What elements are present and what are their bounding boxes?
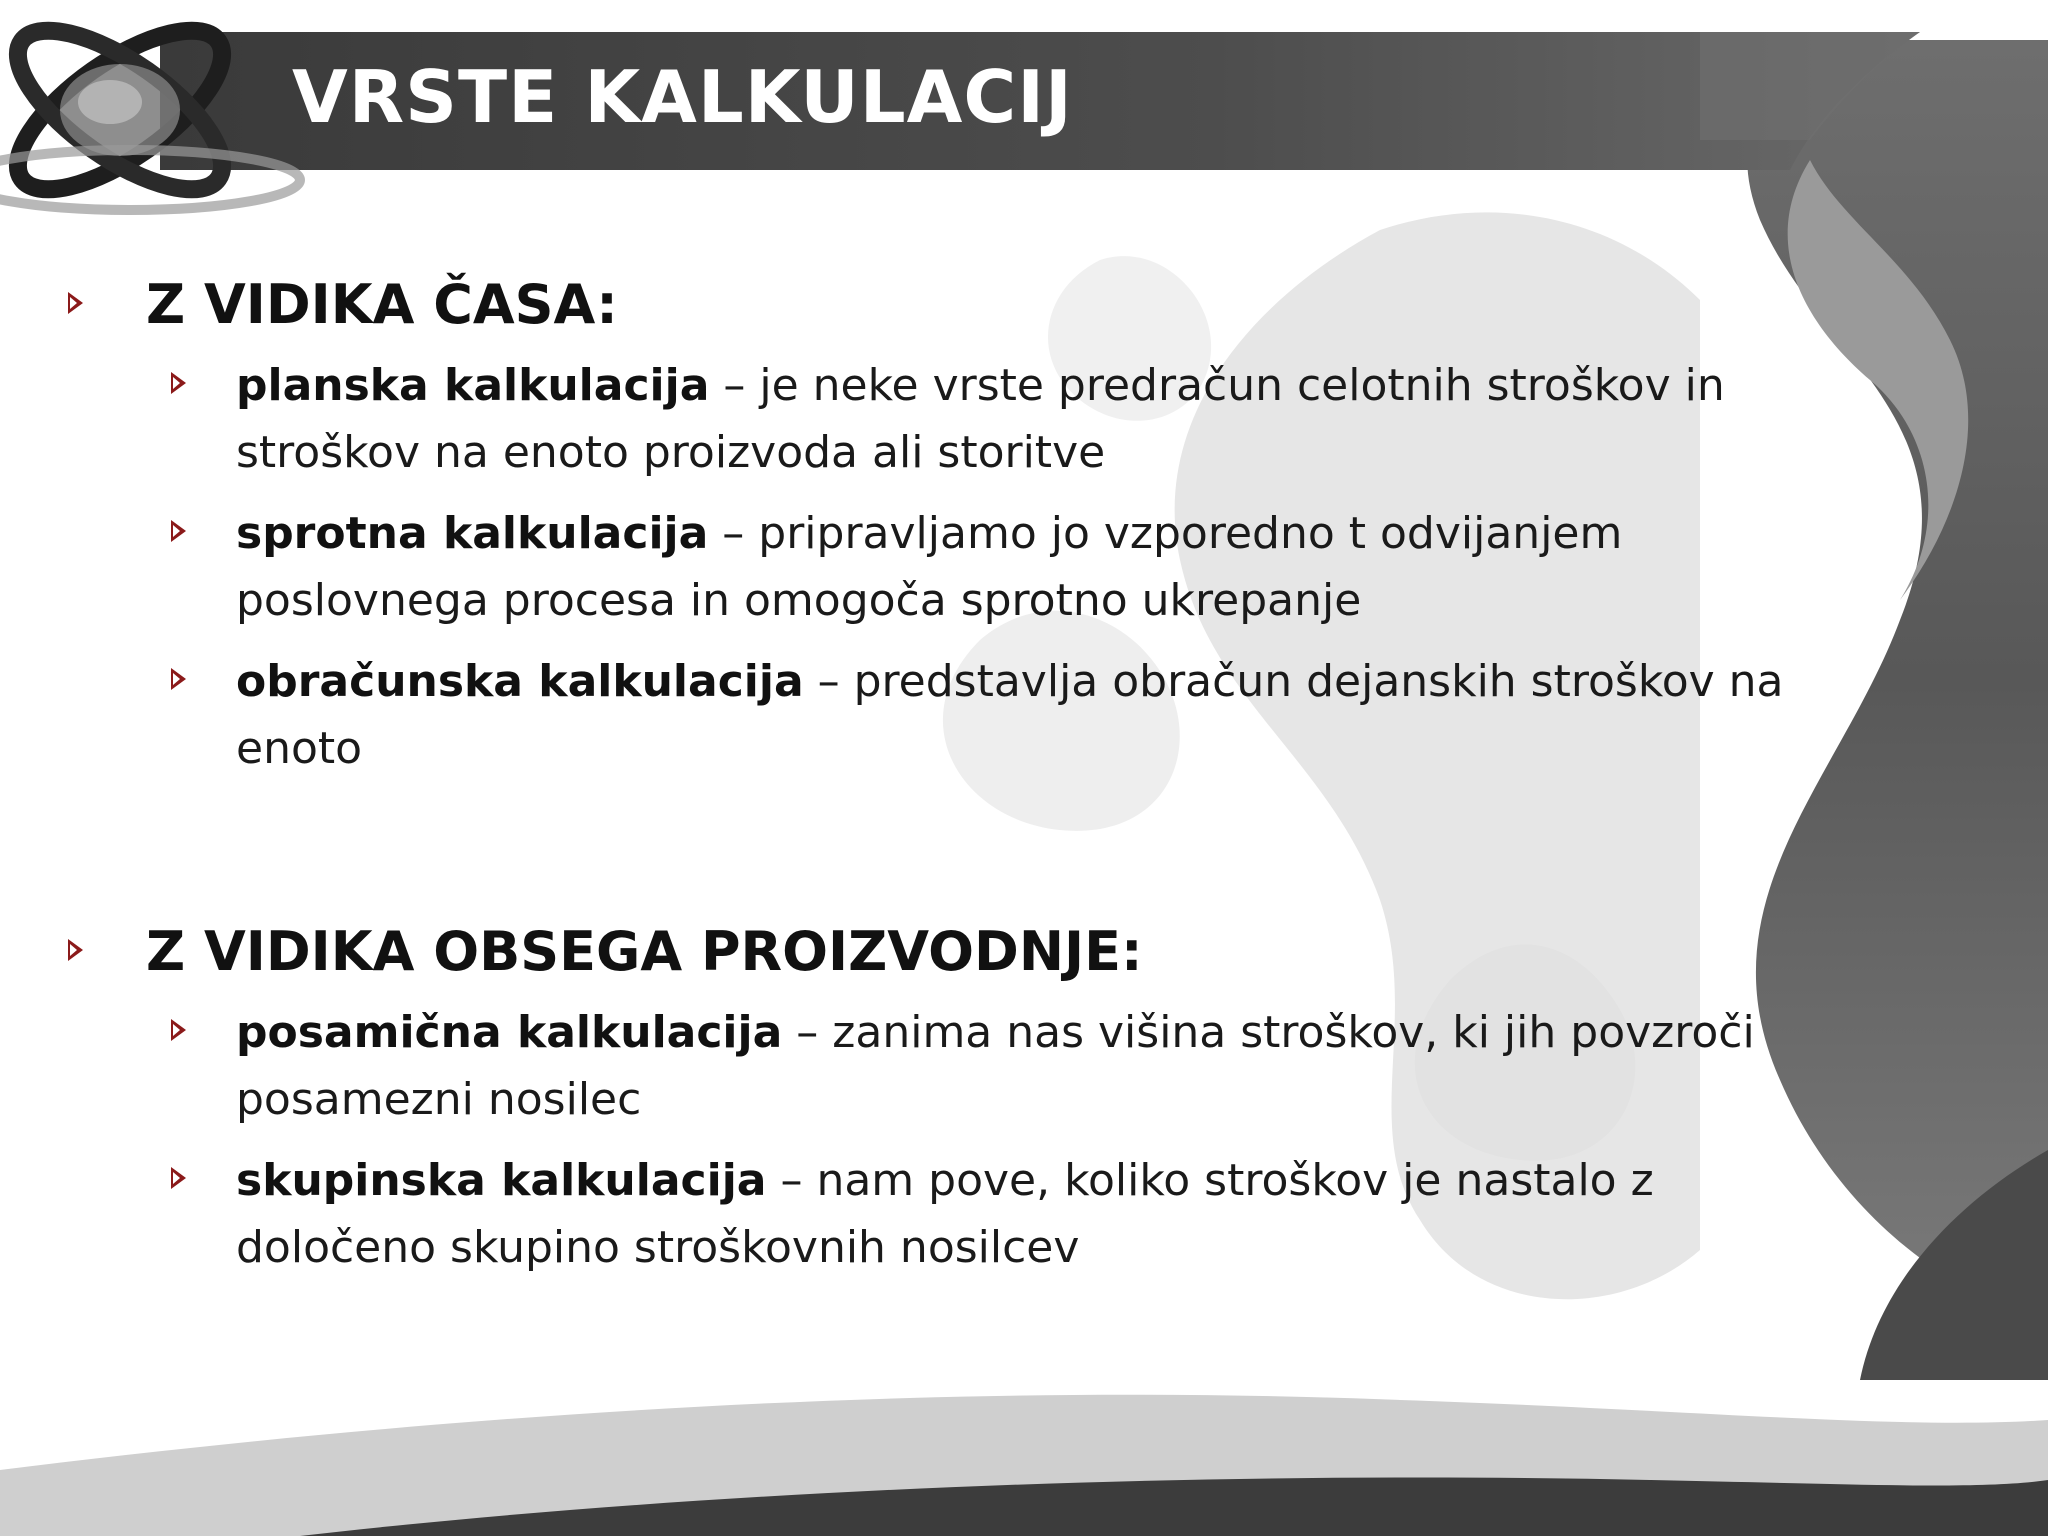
item-description: – zanima nas višina stroškov, ki jih povzroči posamezni nosilec [236, 1007, 1755, 1125]
item-description: – pripravljamo jo vzporedno t odvijanjem poslovnega procesa in omogoča sprotno ukrepanje [236, 508, 1623, 626]
arrow-bullet-icon [68, 939, 83, 961]
slide-title: VRSTE KALKULACIJ [292, 55, 1073, 139]
item-text [236, 1155, 1654, 1273]
item-term: planska kalkulacija [236, 360, 710, 411]
item-text [236, 1007, 1755, 1125]
arrow-bullet-icon [171, 372, 186, 394]
list-item [68, 999, 1816, 1133]
section-heading: Z VIDIKA OBSEGA PROIZVODNJE: [146, 920, 1143, 983]
arrow-bullet-icon [171, 668, 186, 690]
item-term: obračunska kalkulacija [236, 656, 804, 707]
item-text [236, 656, 1784, 774]
arrow-bullet-icon [171, 1167, 186, 1189]
section-heading-row [68, 915, 1828, 989]
item-term: skupinska kalkulacija [236, 1155, 767, 1206]
item-description: – nam pove, koliko stroškov je nastalo z določeno skupino stroškovnih nosilcev [236, 1155, 1654, 1273]
item-term: posamična kalkulacija [236, 1007, 783, 1058]
arrow-bullet-icon [171, 520, 186, 542]
list-item [68, 352, 1816, 486]
item-description: – predstavlja obračun dejanskih stroškov na enoto [236, 656, 1784, 774]
section-time [68, 268, 1828, 796]
item-description: – je neke vrste predračun celotnih stroškov in stroškov na enoto proizvoda ali storitve [236, 360, 1725, 478]
arrow-bullet-icon [68, 292, 83, 314]
item-text [236, 508, 1622, 626]
section-heading: Z VIDIKA ČASA: [146, 273, 618, 336]
section-items [68, 352, 1828, 782]
item-term: sprotna kalkulacija [236, 508, 709, 559]
list-item [68, 648, 1816, 782]
item-text [236, 360, 1725, 478]
section-production-volume [68, 915, 1828, 1295]
section-heading-row [68, 268, 1828, 342]
section-items [68, 999, 1828, 1281]
list-item [68, 500, 1816, 634]
list-item [68, 1147, 1816, 1281]
arrow-bullet-icon [171, 1019, 186, 1041]
